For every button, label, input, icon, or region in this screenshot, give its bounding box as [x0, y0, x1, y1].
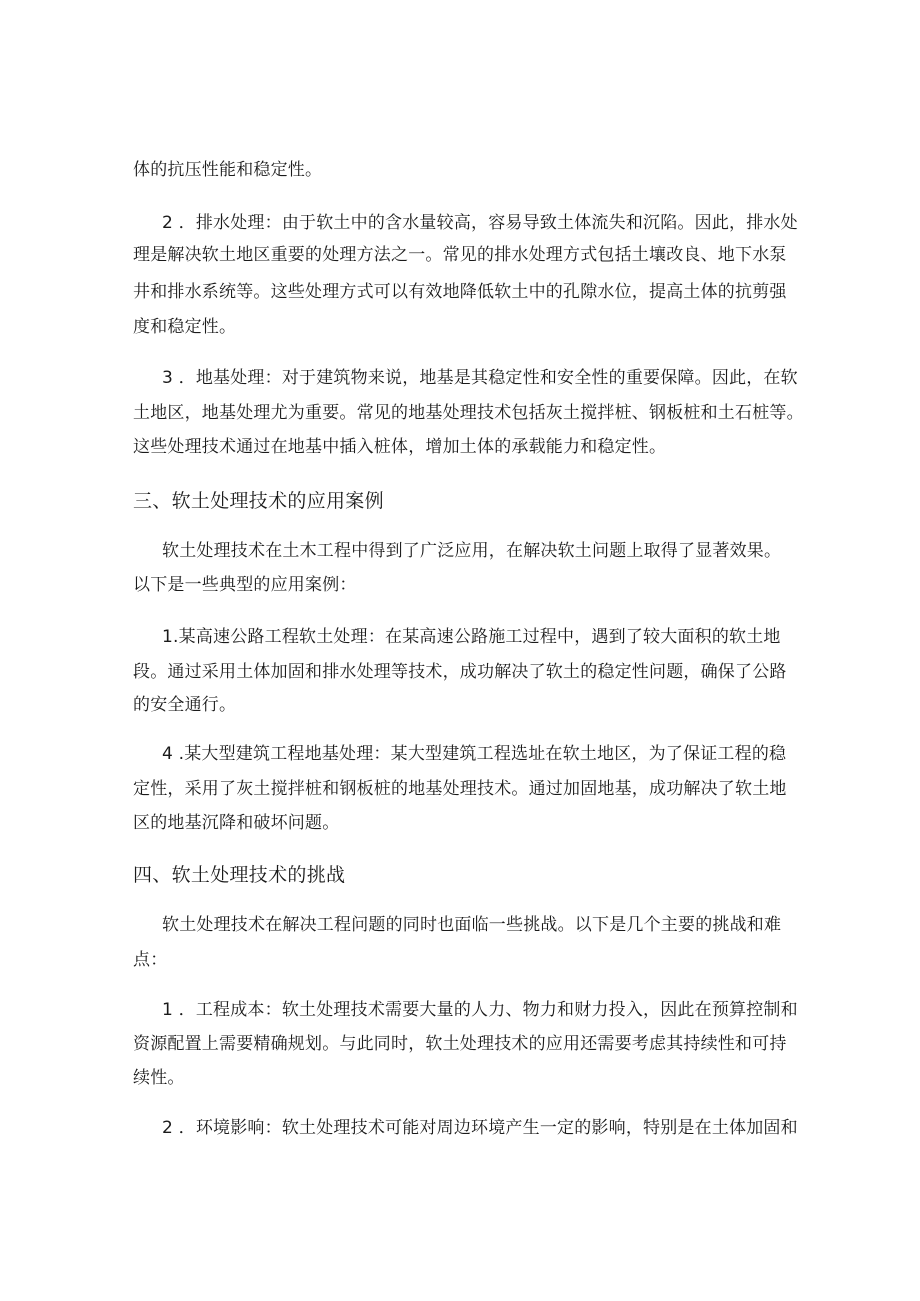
paragraph-line: 定性，采用了灰土搅拌桩和钢板桩的地基处理技术。通过加固地基，成功解决了软土地 — [133, 779, 787, 799]
paragraph-line: 土地区，地基处理尤为重要。常见的地基处理技术包括灰土搅拌桩、钢板桩和土石桩等。 — [133, 403, 804, 423]
paragraph-line: 2 ．环境影响：软土处理技术可能对周边环境产生一定的影响，特别是在土体加固和 — [162, 1118, 798, 1138]
paragraph-line: 1 ．工程成本：软土处理技术需要大量的人力、物力和财力投入，因此在预算控制和 — [162, 1000, 798, 1020]
section-heading: 四、软土处理技术的挑战 — [133, 864, 346, 886]
paragraph-line: 续性。 — [133, 1068, 185, 1088]
paragraph-line: 这些处理技术通过在地基中插入桩体，增加土体的承载能力和稳定性。 — [133, 437, 667, 457]
paragraph-line: 体的抗压性能和稳定性。 — [133, 160, 323, 180]
paragraph-line: 3 ．地基处理：对于建筑物来说，地基是其稳定性和安全性的重要保障。因此，在软 — [162, 368, 798, 388]
section-heading: 三、软土处理技术的应用案例 — [133, 490, 384, 512]
paragraph-line: 资源配置上需要精确规划。与此同时，软土处理技术的应用还需要考虑其持续性和可持 — [133, 1034, 787, 1054]
paragraph-line: 的安全通行。 — [133, 695, 237, 715]
paragraph-line: 软土处理技术在解决工程问题的同时也面临一些挑战。以下是几个主要的挑战和难 — [162, 915, 782, 935]
paragraph-line: 井和排水系统等。这些处理方式可以有效地降低软土中的孔隙水位，提高土体的抗剪强 — [133, 282, 787, 302]
paragraph-line: 2 ．排水处理：由于软土中的含水量较高，容易导致土体流失和沉陷。因此，排水处 — [162, 213, 798, 233]
paragraph-line: 理是解决软土地区重要的处理方法之一。常见的排水处理方式包括土壤改良、地下水泵 — [133, 245, 787, 265]
paragraph-line: 区的地基沉降和破坏问题。 — [133, 813, 340, 833]
paragraph-line: 点： — [133, 950, 168, 970]
paragraph-line: 度和稳定性。 — [133, 317, 237, 337]
paragraph-line: 4 .某大型建筑工程地基处理：某大型建筑工程选址在软土地区，为了保证工程的稳 — [162, 744, 787, 764]
paragraph-line: 软土处理技术在土木工程中得到了广泛应用，在解决软土问题上取得了显著效果。 — [162, 541, 782, 561]
paragraph-line: 以下是一些典型的应用案例： — [133, 575, 357, 595]
paragraph-line: 1.某高速公路工程软土处理：在某高速公路施工过程中，遇到了较大面积的软土地 — [162, 627, 781, 647]
paragraph-line: 段。通过采用土体加固和排水处理等技术，成功解决了软土的稳定性问题，确保了公路 — [133, 662, 787, 682]
